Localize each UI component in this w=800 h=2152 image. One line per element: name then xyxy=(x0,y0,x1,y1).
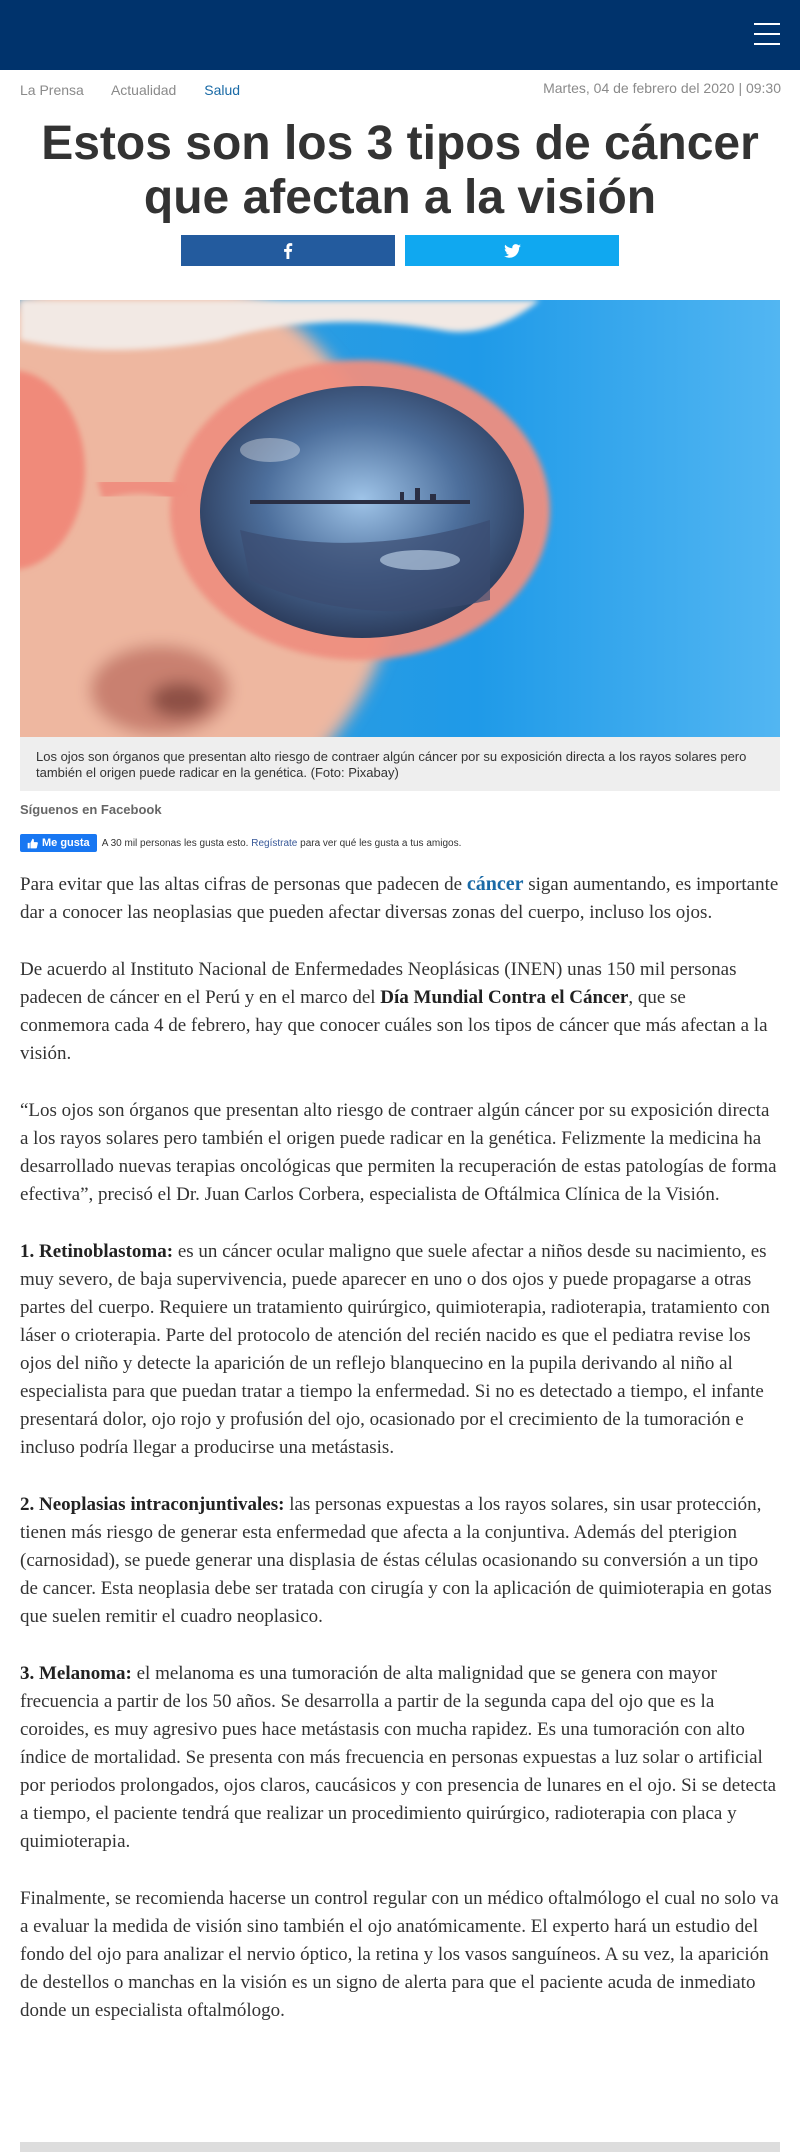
facebook-like-widget xyxy=(20,832,480,854)
register-link[interactable]: Regístrate xyxy=(251,837,298,849)
paragraph-neoplasias: 2. Neoplasias intraconjuntivales: las personas expuestas a los rayos solares, sin usar protección, tienen más riesgo de generar esta enfermedad que afecta a la conjuntiva. Además del pterigion (carnosidad), se puede generar una displasia de éstas células ocasionando su conversión a un tipo de cancer. Esta neoplasia debe ser tratada con cirugía y con la aplicación de quimioterapia en gotas que suelen remitir el cuadro neoplasico. xyxy=(20,1494,772,1627)
bottom-divider xyxy=(20,2142,780,2152)
breadcrumb-item-salud[interactable]: Salud xyxy=(204,82,241,98)
paragraph-inen: De acuerdo al Instituto Nacional de Enfermedades Neoplásicas (INEN) unas 150 mil personas padecen de cáncer en el Perú y en el marco del Día Mundial Contra el Cáncer, que se conmemora cada 4 de febrero, hay que conocer cuáles son los tipos de cáncer que más afectan a la visión. xyxy=(20,959,768,1064)
facebook-share-button[interactable] xyxy=(181,235,395,266)
facebook-icon xyxy=(283,243,293,259)
article-title: Estos son los 3 tipos de cáncer que afectan a la visión xyxy=(41,117,759,224)
hero-caption: Los ojos son órganos que presentan alto riesgo de contraer algún cáncer por su exposición directa a los rayos solares pero también el origen puede radicar en la genética. (Foto: Pixabay) xyxy=(20,737,780,791)
article-body xyxy=(20,870,780,2054)
paragraph-melanoma: 3. Melanoma: el melanoma es una tumoración de alta malignidad que se genera con mayor frecuencia a partir de los 50 años. Se desarrolla a partir de la segunda capa del ojo que es la coroides, es muy agresivo pues hace metástasis con mucha rapidez. Es una tumoración con alto índice de mortalidad. Se presenta con más frecuencia en personas expuestas a luz solar o artificial por periodos prolongados, ojos claros, caucásicos y con presencia de lunares en el ojo. Si se detecta a tiempo, el paciente tendrá que realizar un procedimiento quirúrgico, radioterapia con placa y quimioterapia. xyxy=(20,1663,777,1852)
follow-facebook-label: Síguenos en Facebook xyxy=(20,802,162,817)
like-text-suffix: para ver qué les gusta a tus amigos. xyxy=(300,837,462,849)
neoplasias-heading: 2. Neoplasias intraconjuntivales: xyxy=(20,1494,285,1515)
publish-date: Martes, 04 de febrero del 2020 | 09:30 xyxy=(543,80,781,96)
like-button[interactable] xyxy=(20,834,97,852)
breadcrumb-item-actualidad[interactable]: Actualidad xyxy=(110,82,177,98)
retinoblastoma-heading: 1. Retinoblastoma: xyxy=(20,1241,174,1262)
twitter-icon xyxy=(504,244,521,258)
world-cancer-day-text: Día Mundial Contra el Cáncer xyxy=(380,987,629,1008)
paragraph-quote: “Los ojos son órganos que presentan alto riesgo de contraer algún cáncer por su exposición directa a los rayos solares pero también el origen puede radicar en la genética. Felizmente la medicina ha desarrollado nuevas terapias oncológicas que permiten la recuperación de estas patologías de forma efectiva”, precisó el Dr. Juan Carlos Corbera, especialista de Oftálmica Clínica de la Visión. xyxy=(20,1100,777,1205)
breadcrumb xyxy=(20,82,264,102)
paragraph-intro: Para evitar que las altas cifras de personas que padecen de cáncer sigan aumentando, es importante dar a conocer las neoplasias que pueden afectar diversas zonas del cuerpo, incluso los ojos. xyxy=(20,873,779,923)
melanoma-heading: 3. Melanoma: xyxy=(20,1663,132,1684)
like-button-label: Me gusta xyxy=(42,837,90,849)
paragraph-conclusion: Finalmente, se recomienda hacerse un control regular con un médico oftalmólogo el cual no solo va a evaluar la medida de visión sino también el ojo anatómicamente. El experto hará un estudio del fondo del ojo para analizar el nervio óptico, la retina y los vasos sanguíneos. A su vez, la aparición de destellos o manchas en la visión es un signo de alerta para que el paciente acuda de inmediato donde un especialista oftalmólogo. xyxy=(20,1888,779,2021)
thumbs-up-icon xyxy=(27,838,38,849)
cancer-link[interactable]: cáncer xyxy=(466,873,524,895)
like-count-text xyxy=(102,838,462,849)
paragraph-retinoblastoma: 1. Retinoblastoma: es un cáncer ocular maligno que suele afectar a niños desde su nacimiento, es muy severo, de baja supervivencia, puede aparecer en uno o dos ojos y puede propagarse a otras partes del cuerpo. Requiere un tratamiento quirúrgico, quimioterapia, radioterapia, tratamiento con láser o crioterapia. Parte del protocolo de atención del recién nacido es que el pediatra revise los ojos del niño y detecte la aparición de un reflejo blanquecino en la pupila derivando al niño al especialista para que puedan tratar a tiempo la enfermedad. Si no es detectado a tiempo, el infante presentará dolor, ojo rojo y profusión del ojo, ocasionado por el crecimiento de la tumoración e incluso podría llegar a producirse una metástasis. xyxy=(20,1241,770,1458)
twitter-share-button[interactable] xyxy=(405,235,619,266)
hamburger-icon[interactable] xyxy=(754,23,780,45)
hero-image xyxy=(20,300,780,737)
like-count: A 30 mil personas les gusta esto. xyxy=(101,837,249,849)
top-navbar xyxy=(0,0,800,70)
breadcrumb-item-la-prensa[interactable]: La Prensa xyxy=(20,82,84,98)
